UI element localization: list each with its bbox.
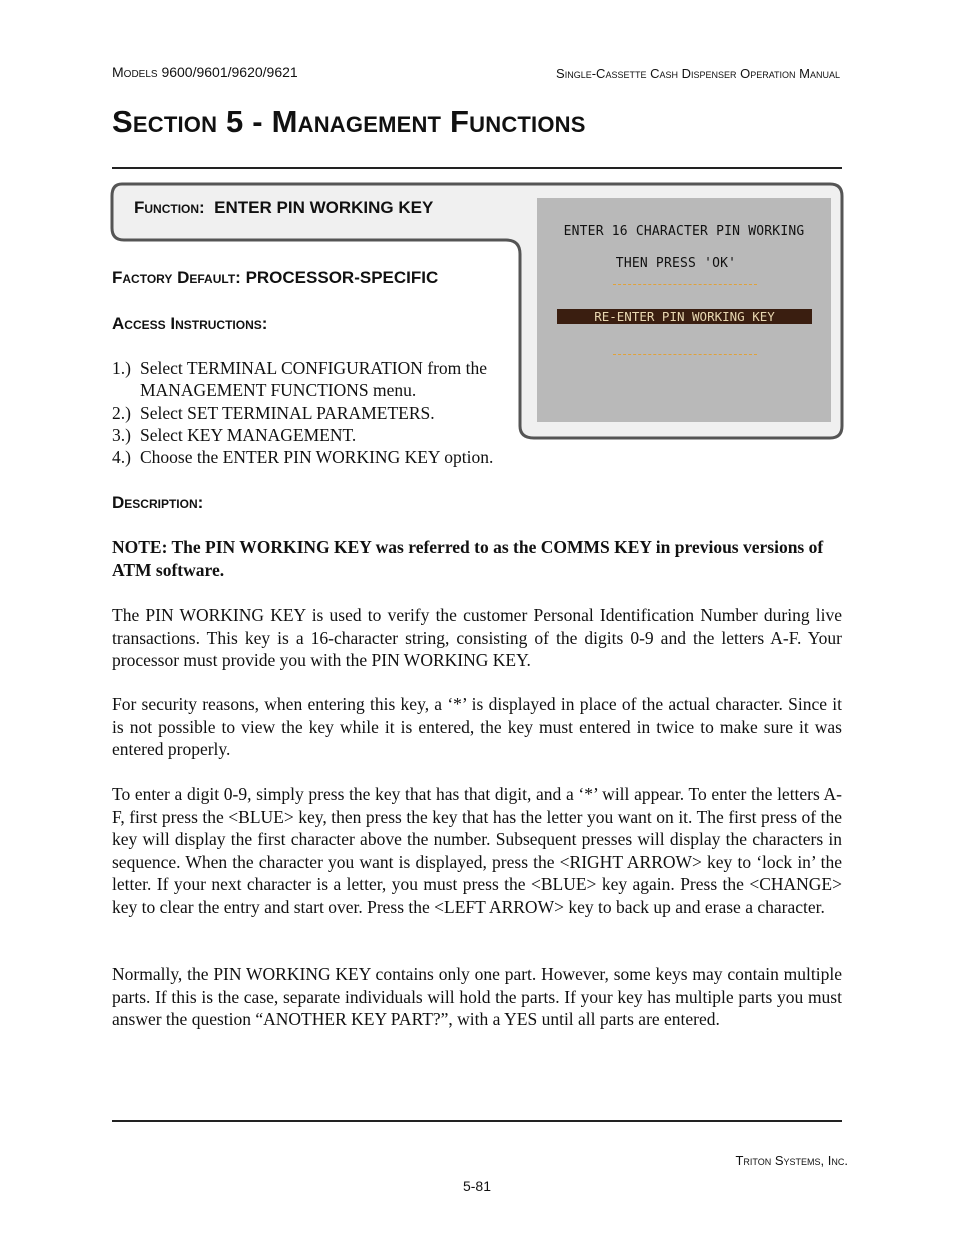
access-step: 4.) Choose the ENTER PIN WORKING KEY option.	[112, 447, 494, 468]
description-note: NOTE: The PIN WORKING KEY was referred to as the COMMS KEY in previous versions of ATM software.	[112, 537, 824, 580]
terminal-screen	[537, 198, 831, 422]
factory-default-label: Factory Default:	[112, 268, 241, 287]
description-heading: Description:	[112, 493, 204, 512]
footer-company: Triton Systems, Inc.	[735, 1153, 848, 1168]
access-steps	[112, 357, 493, 468]
header-manual-title: Single-Cassette Cash Dispenser Operation Manual	[556, 66, 840, 81]
screen-entry-dashes-1	[613, 284, 757, 285]
header-models: Models 9600/9601/9620/9621	[112, 64, 298, 80]
description-paragraph: The PIN WORKING KEY is used to verify the customer Personal Identification Number during live transactions. This key is a 16-character string, consisting of the digits 0-9 and the letters A-F. Your processor must provide you with the PIN WORKING KEY.	[112, 605, 842, 670]
factory-default	[112, 268, 438, 288]
top-divider	[112, 167, 842, 169]
factory-default-value: PROCESSOR-SPECIFIC	[245, 268, 439, 287]
screen-reenter-highlight: RE-ENTER PIN WORKING KEY	[557, 309, 812, 324]
screen-line-1: ENTER 16 CHARACTER PIN WORKING	[563, 224, 805, 239]
description-paragraph: Normally, the PIN WORKING KEY contains only one part. However, some keys may contain multiple parts. If this is the case, separate individuals will hold the parts. If your key has multiple parts you must answer the question “ANOTHER KEY PART?”, with a YES until all parts are entered.	[112, 964, 842, 1029]
bottom-divider	[112, 1120, 842, 1122]
function-label: Function:	[134, 198, 205, 217]
page-number: 5-81	[462, 1178, 492, 1194]
description-paragraph: To enter a digit 0-9, simply press the key that has that digit, and a ‘*’ will appear. To enter the letters A-F, first press the <BLUE> key, then press the key that has the letter you want on it. The first press of the key will display the first character above the number. Subsequent presses will display the characters in sequence. When the character you want is displayed, press the <RIGHT ARROW> key to ‘lock in’ the letter. If your next character is a letter, you must press the <BLUE> key again. Press the <CHANGE> key to clear the entry and start over. Press the <LEFT ARROW> key to back up and erase a character.	[112, 784, 842, 917]
function-title	[134, 198, 433, 218]
screen-line-2: THEN PRESS 'OK'	[615, 256, 737, 271]
access-step: 1.) Select TERMINAL CONFIGURATION from the MANAGEMENT FUNCTIONS menu.	[112, 358, 488, 401]
section-title: Section 5 - Management Functions	[112, 104, 586, 139]
access-step: 2.) Select SET TERMINAL PARAMETERS.	[112, 402, 435, 423]
screen-entry-dashes-2	[613, 354, 757, 355]
description-paragraph: For security reasons, when entering this key, a ‘*’ is displayed in place of the actual character. Since it is not possible to view the key while it is entered, the key must entered in twice to make sure it was entered properly.	[112, 694, 842, 759]
function-name: ENTER PIN WORKING KEY	[214, 198, 434, 217]
access-step: 3.) Select KEY MANAGEMENT.	[112, 424, 357, 445]
access-instructions-heading: Access Instructions:	[112, 314, 268, 333]
